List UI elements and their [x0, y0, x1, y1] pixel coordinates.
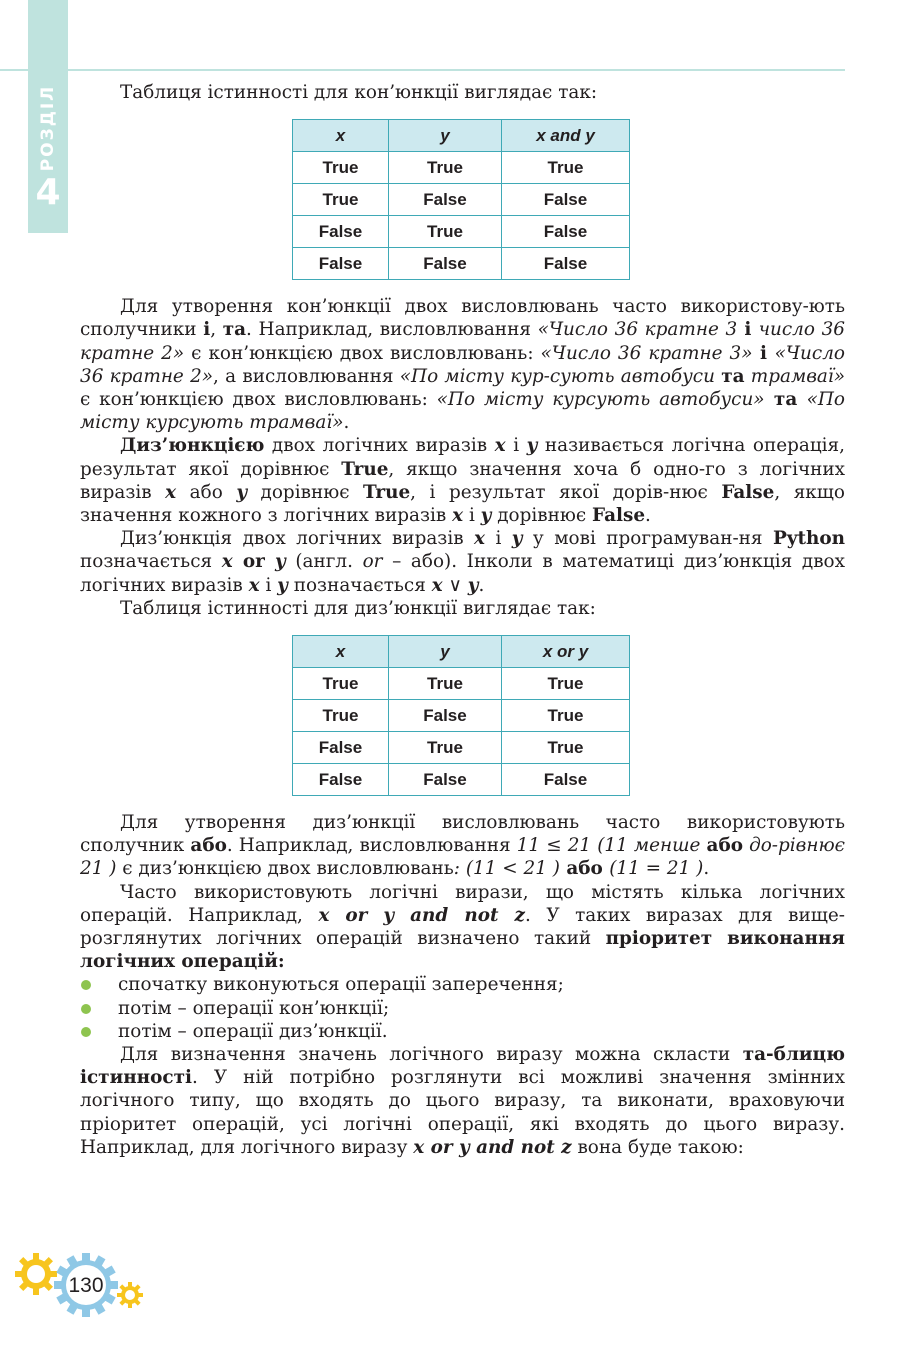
table-cell: False	[389, 248, 502, 280]
page-number: 130	[68, 1274, 104, 1297]
table-cell: False	[502, 216, 630, 248]
table-header-cell: x and y	[502, 120, 630, 152]
bullet-icon	[81, 1027, 91, 1037]
table-row	[293, 248, 630, 280]
table-header-row	[293, 636, 630, 668]
table-cell: False	[293, 764, 389, 796]
table-header-cell: x or y	[502, 636, 630, 668]
table-cell: True	[293, 184, 389, 216]
table-header-row	[293, 120, 630, 152]
table-cell: True	[502, 152, 630, 184]
table-cell: False	[389, 700, 502, 732]
table-row	[293, 764, 630, 796]
bullet-icon	[81, 1004, 91, 1014]
table-cell: True	[293, 668, 389, 700]
paragraph-disjunction-definition: Диз’юнкцією двох логічних виразів x і y називається логічна операція, результат якої дорівнює True, якщо значення хоча б одно-го з логічних виразів x або y дорівнює True, і результат якої дорів-нює False, якщо значення кожного з логічних виразів x і y дорівнює False.	[80, 435, 846, 527]
paragraph-conjunction-examples: Для утворення кон’юнкції двох висловлювань часто використову-ють сполучники і, та. Наприклад, висловлювання «Число 36 кратне 3 і число 36 кратне 2» є кон’юнкцією двох висловлювань: «Число 36 кратне 3» і «Число 36 кратне 2», а висловлювання «По місту кур-сують автобуси та трамваї» є кон’юнкцією двох висловлювань: «По місту курсують автобуси» та «По місту курсують трамваї».	[80, 296, 846, 434]
table-cell: True	[389, 668, 502, 700]
table-cell: True	[293, 152, 389, 184]
table-cell: False	[293, 216, 389, 248]
table-cell: True	[502, 668, 630, 700]
table-header-cell: x	[293, 120, 389, 152]
table-cell: True	[502, 700, 630, 732]
list-item: спочатку виконуються операції заперечення;	[80, 973, 845, 996]
table-cell: True	[389, 732, 502, 764]
table-cell: True	[389, 152, 502, 184]
paragraph-disjunction-examples: Для утворення диз’юнкції висловлювань часто використовують сполучник або. Наприклад, висловлювання 11 ≤ 21 (11 менше або до-рівнює 21 ) є диз’юнкцією двох висловлювань: (11 < 21 ) або (11 = 21 ).	[80, 812, 845, 880]
page-content	[80, 81, 845, 1159]
table-row	[293, 732, 630, 764]
table-cell: False	[389, 764, 502, 796]
list-item: потім – операції диз’юнкції.	[80, 1020, 845, 1043]
table-row	[293, 700, 630, 732]
table-cell: True	[502, 732, 630, 764]
disjunction-table-caption: Таблиця істинності для диз’юнкції виглядає так:	[120, 597, 596, 619]
priority-list	[80, 973, 845, 1043]
chapter-number: 4	[35, 172, 61, 213]
disjunction-truth-table	[292, 635, 630, 796]
list-item: потім – операції кон’юнкції;	[80, 997, 845, 1020]
paragraph-operation-priority: Часто використовують логічні вирази, що містять кілька логічних операцій. Наприклад, x or y and not z. У таких виразах для вище-розглянутих логічних операцій визначено такий пріоритет виконання логічних операцій:	[80, 881, 845, 973]
gear-yellow-small-icon	[117, 1282, 143, 1308]
table-cell: False	[502, 184, 630, 216]
conjunction-table-caption: Таблиця істинності для кон’юнкції виглядає так:	[120, 82, 598, 103]
table-header-cell: x	[293, 636, 389, 668]
table-row	[293, 184, 630, 216]
table-header-cell: y	[389, 636, 502, 668]
table-cell: False	[293, 732, 389, 764]
chapter-label: РОЗДІЛ	[38, 84, 58, 172]
table-row	[293, 668, 630, 700]
table-cell: True	[389, 216, 502, 248]
table-header-cell: y	[389, 120, 502, 152]
table-row	[293, 216, 630, 248]
table-cell: True	[293, 700, 389, 732]
table-cell: False	[389, 184, 502, 216]
paragraph-truth-table-intro: Для визначення значень логічного виразу можна скласти та-блицю істинності. У ній потрібно розглянути всі можливі значення змінних логічного типу, що входять до цього виразу, та виконати, враховуючи пріоритет операцій, усі логічні операції, які входять до цього виразу. Наприклад, для логічного виразу x or y and not z вона буде такою:	[80, 1044, 845, 1158]
table-cell: False	[502, 764, 630, 796]
table-row	[293, 152, 630, 184]
gear-yellow-large-icon	[15, 1253, 57, 1295]
conjunction-truth-table	[292, 119, 630, 280]
header-rule	[0, 69, 845, 71]
table-cell: False	[502, 248, 630, 280]
paragraph-disjunction-notation: Диз’юнкція двох логічних виразів x і y у мові програмуван-ня Python позначається x or y (англ. or – або). Інколи в математиці диз’юнкція двох логічних виразів x і y позначається x ∨ y.	[80, 528, 846, 596]
bullet-icon	[81, 980, 91, 990]
table-cell: False	[293, 248, 389, 280]
